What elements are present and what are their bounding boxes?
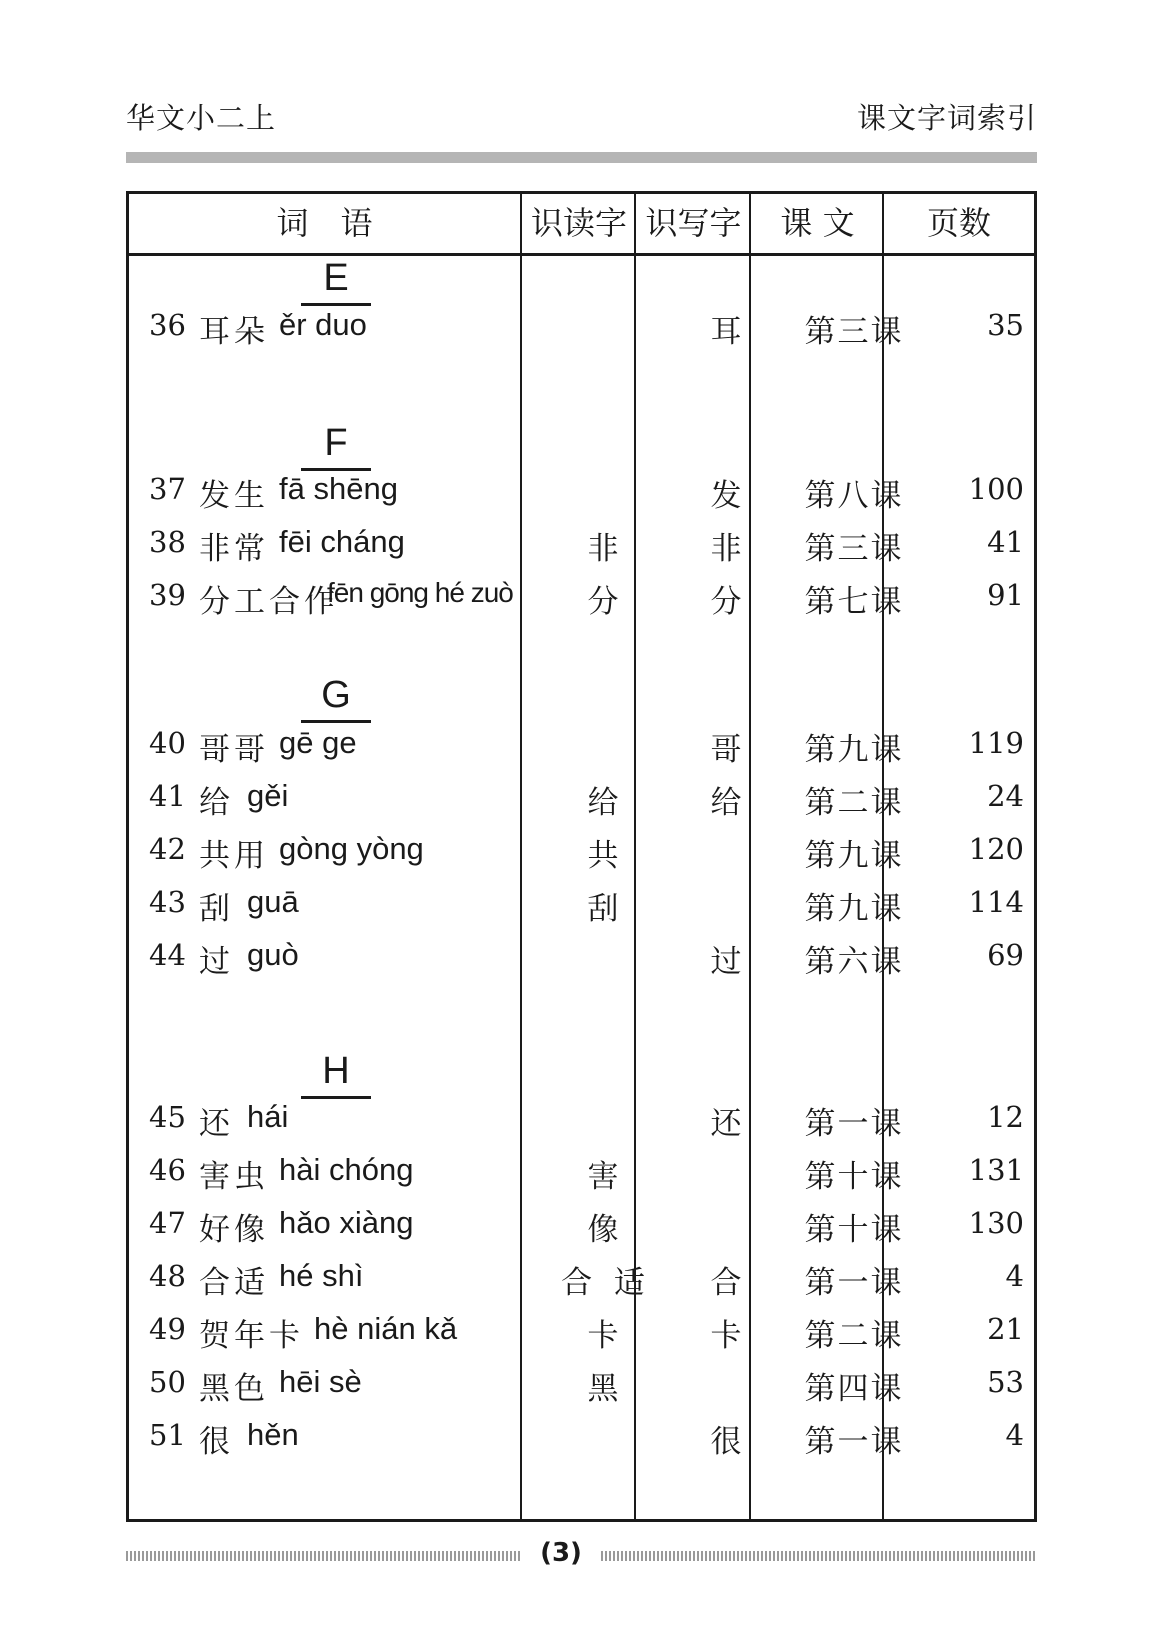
table-header-row (129, 194, 1034, 256)
table-row (129, 1359, 1034, 1413)
lesson: 第三课 (804, 531, 904, 567)
table-row (129, 879, 1034, 933)
page-number-cell: 69 (987, 938, 1024, 972)
row-number: 41 (149, 779, 186, 813)
page-number-cell: 4 (1005, 1418, 1024, 1452)
table-row (129, 302, 1034, 356)
page-number-cell: 100 (968, 472, 1024, 506)
row-number: 36 (149, 308, 186, 342)
table-row (129, 1094, 1034, 1148)
lesson: 第十课 (804, 1159, 904, 1195)
read-chars: 给 (587, 785, 625, 821)
section-letter: G (321, 674, 351, 716)
write-chars: 卡 (710, 1318, 742, 1354)
write-chars: 非 (710, 531, 742, 567)
page-number-cell: 4 (1005, 1259, 1024, 1293)
write-chars: 哥 (710, 732, 742, 768)
section-letter: F (324, 422, 348, 464)
word-hanzi: 非常 (199, 531, 269, 567)
lesson: 第二课 (804, 1318, 904, 1354)
word-index-table (126, 191, 1037, 1522)
row-number: 42 (149, 832, 186, 866)
read-chars: 刮 (587, 891, 625, 927)
word-hanzi: 黑色 (199, 1371, 269, 1407)
word-pinyin: hài chóng (279, 1152, 414, 1187)
word-hanzi: 好像 (199, 1212, 269, 1248)
word-hanzi: 给 (199, 785, 234, 821)
lesson: 第二课 (804, 785, 904, 821)
lesson: 第一课 (804, 1106, 904, 1142)
page-number-cell: 21 (987, 1312, 1024, 1346)
row-number: 47 (149, 1206, 186, 1240)
word-hanzi: 发生 (199, 478, 269, 514)
read-chars: 非 (587, 531, 625, 567)
read-chars: 像 (587, 1212, 625, 1248)
word-pinyin: guò (247, 937, 299, 972)
word-pinyin: hēi sè (279, 1364, 362, 1399)
header-page: 页数 (926, 204, 991, 242)
footer-dots-left (126, 1551, 521, 1561)
section-letter: E (323, 257, 349, 299)
page-number-cell: 12 (987, 1100, 1024, 1134)
lesson: 第四课 (804, 1371, 904, 1407)
section-title: 课文字词索引 (856, 101, 1037, 135)
header-word: 词 语 (276, 204, 373, 242)
page-number-cell: 53 (987, 1365, 1024, 1399)
word-pinyin: hái (247, 1099, 289, 1134)
table-row (129, 773, 1034, 827)
lesson: 第九课 (804, 838, 904, 874)
word-pinyin: hěn (247, 1417, 299, 1452)
page-number-cell: 131 (968, 1153, 1024, 1187)
table-row (129, 1412, 1034, 1466)
word-pinyin: hǎo xiàng (279, 1205, 414, 1240)
lesson: 第一课 (804, 1424, 904, 1460)
row-number: 51 (149, 1418, 186, 1452)
row-number: 40 (149, 726, 186, 760)
footer-dots-right (601, 1551, 1037, 1561)
page-number-cell: 130 (968, 1206, 1024, 1240)
read-chars: 卡 (587, 1318, 625, 1354)
word-pinyin: ěr duo (279, 307, 367, 342)
page-number-cell: 114 (968, 885, 1024, 919)
lesson: 第三课 (804, 314, 904, 350)
word-pinyin: fēi cháng (279, 524, 405, 559)
row-number: 45 (149, 1100, 186, 1134)
table-row (129, 519, 1034, 573)
write-chars: 还 (710, 1106, 742, 1142)
write-chars: 分 (710, 584, 742, 620)
word-pinyin: guā (247, 884, 299, 919)
row-number: 37 (149, 472, 186, 506)
word-hanzi: 害虫 (199, 1159, 269, 1195)
word-hanzi: 合适 (199, 1265, 269, 1301)
page-number-cell: 120 (968, 832, 1024, 866)
table-row (129, 720, 1034, 774)
write-chars: 发 (710, 478, 742, 514)
table-row (129, 826, 1034, 880)
word-pinyin: fā shēng (279, 471, 398, 506)
word-pinyin: fēn gōng hé zuò (327, 577, 513, 608)
word-hanzi: 贺年卡 (199, 1318, 304, 1354)
header-read-chars: 识读字 (530, 204, 627, 242)
row-number: 38 (149, 525, 186, 559)
table-row (129, 572, 1034, 626)
row-number: 44 (149, 938, 186, 972)
table-row (129, 1306, 1034, 1360)
lesson: 第十课 (804, 1212, 904, 1248)
read-chars: 分 (587, 584, 625, 620)
page-number-cell: 24 (987, 779, 1024, 813)
lesson: 第九课 (804, 891, 904, 927)
row-number: 48 (149, 1259, 186, 1293)
header-lesson: 课 文 (780, 204, 855, 242)
word-hanzi: 还 (199, 1106, 234, 1142)
table-row (129, 1147, 1034, 1201)
word-hanzi: 哥哥 (199, 732, 269, 768)
word-hanzi: 刮 (199, 891, 234, 927)
read-chars: 共 (587, 838, 625, 874)
lesson: 第一课 (804, 1265, 904, 1301)
table-row (129, 1253, 1034, 1307)
table-row (129, 466, 1034, 520)
row-number: 49 (149, 1312, 186, 1346)
read-chars: 合 适 (561, 1265, 651, 1301)
word-pinyin: gěi (247, 778, 289, 813)
lesson: 第七课 (804, 584, 904, 620)
lesson: 第六课 (804, 944, 904, 980)
row-number: 43 (149, 885, 186, 919)
page-number: (3) (540, 1538, 582, 1568)
page-number-cell: 35 (987, 308, 1024, 342)
header-write-chars: 识写字 (645, 204, 742, 242)
write-chars: 合 (710, 1265, 742, 1301)
word-pinyin: hè nián kǎ (314, 1311, 458, 1346)
lesson: 第九课 (804, 732, 904, 768)
lesson: 第八课 (804, 478, 904, 514)
page-number-cell: 119 (968, 726, 1024, 760)
table-row (129, 1200, 1034, 1254)
word-hanzi: 过 (199, 944, 234, 980)
row-number: 46 (149, 1153, 186, 1187)
word-hanzi: 分工合作 (199, 584, 339, 620)
write-chars: 耳 (710, 314, 742, 350)
table-row (129, 932, 1034, 986)
read-chars: 黑 (587, 1371, 625, 1407)
write-chars: 给 (710, 785, 742, 821)
word-pinyin: gòng yòng (279, 831, 424, 866)
row-number: 50 (149, 1365, 186, 1399)
write-chars: 很 (710, 1424, 742, 1460)
write-chars: 过 (710, 944, 742, 980)
word-hanzi: 很 (199, 1424, 234, 1460)
section-letter: H (322, 1050, 350, 1092)
word-hanzi: 耳朵 (199, 314, 269, 350)
word-pinyin: hé shì (279, 1258, 364, 1293)
word-hanzi: 共用 (199, 838, 269, 874)
word-pinyin: gē ge (279, 725, 357, 760)
read-chars: 害 (587, 1159, 625, 1195)
book-title: 华文小二上 (126, 101, 277, 135)
page-number-cell: 41 (987, 525, 1024, 559)
row-number: 39 (149, 578, 186, 612)
header-divider (126, 152, 1037, 163)
page-number-cell: 91 (987, 578, 1024, 612)
